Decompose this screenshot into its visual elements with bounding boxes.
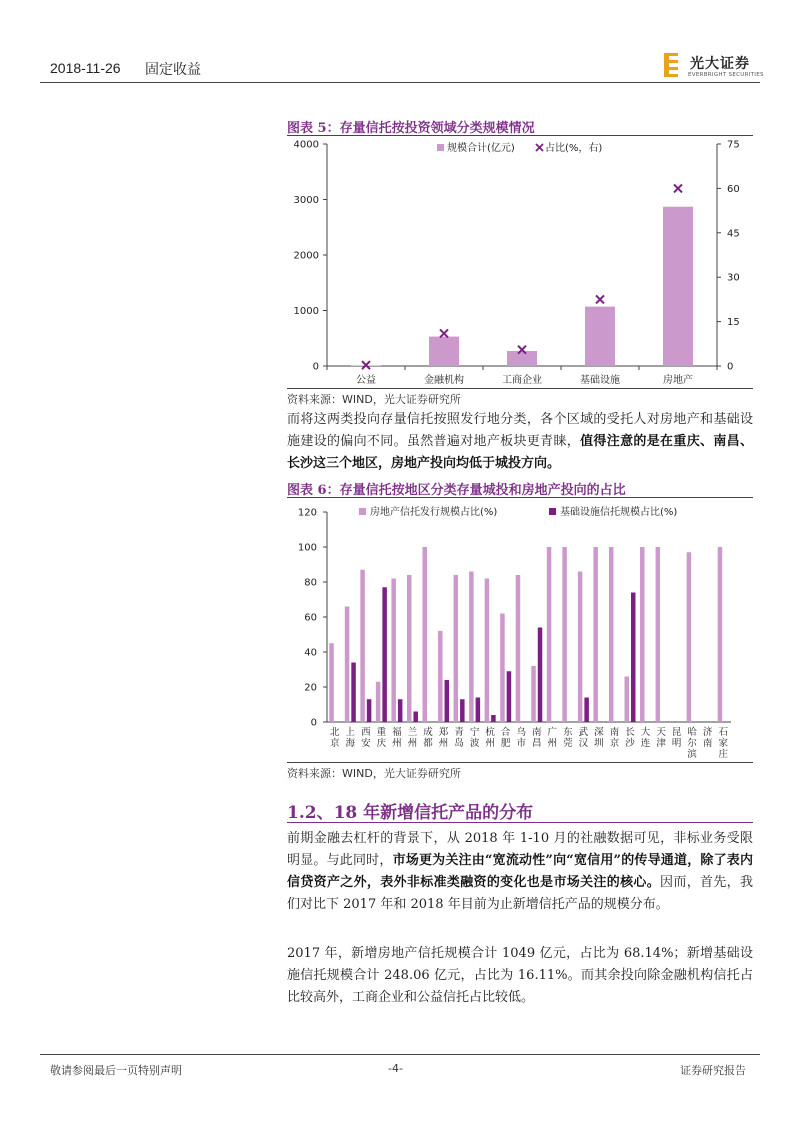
x-tick-label: 圳 xyxy=(594,738,604,749)
logo-icon xyxy=(664,53,684,77)
bar-realestate-19 xyxy=(609,547,614,722)
bar-realestate-11 xyxy=(485,579,490,723)
paragraph-2-text-a: 前期金融去杠杆的背景下，从 2018 年 1-10 月的社融数据可见，非标业务受限明显。与此同时， xyxy=(287,831,753,868)
x-tick-label: 滨 xyxy=(687,749,697,760)
x-tick-label: 重 xyxy=(376,727,387,738)
y-tick-label-right: 60 xyxy=(727,183,740,195)
legend-label-bar: 规模合计(亿元) xyxy=(447,143,515,154)
x-tick-label: 波 xyxy=(469,738,480,749)
x-tick-label: 南 xyxy=(702,738,713,749)
y-tick-label-left: 3000 xyxy=(293,195,319,206)
bar-realestate-10 xyxy=(469,572,474,723)
x-tick-label: 工商企业 xyxy=(502,375,542,386)
x-tick-label: 州 xyxy=(485,738,495,749)
y-tick-label: 100 xyxy=(297,542,317,554)
bar-realestate-24 xyxy=(687,552,692,722)
bar-infra-4 xyxy=(382,587,387,722)
report-section: 固定收益 xyxy=(145,62,201,78)
x-tick-label: 州 xyxy=(438,738,449,749)
bar-realestate-17 xyxy=(578,572,583,723)
x-tick-label: 庆 xyxy=(376,738,387,749)
bar-realestate-16 xyxy=(562,547,567,722)
x-tick-label: 北 xyxy=(330,727,340,738)
y-tick-label: 0 xyxy=(310,717,317,729)
bar-infra-14 xyxy=(538,628,543,723)
y-tick-label-left: 0 xyxy=(312,361,319,373)
x-tick-label: 成 xyxy=(423,727,433,738)
bar-infra-12 xyxy=(507,671,512,722)
section-title: 1.2、18 年新增信托产品的分布 xyxy=(287,803,534,823)
marker-share-4 xyxy=(596,295,604,303)
y-tick-label-right: 75 xyxy=(727,139,740,151)
y-tick-label-left: 1000 xyxy=(293,306,319,317)
x-tick-label: 广 xyxy=(547,727,558,738)
bar-realestate-2 xyxy=(345,607,350,723)
x-tick-label: 兰 xyxy=(407,727,418,738)
bar-realestate-15 xyxy=(547,547,552,722)
x-tick-label: 都 xyxy=(423,738,433,749)
marker-share-1 xyxy=(362,361,370,369)
bar-realestate-4 xyxy=(376,682,381,722)
x-tick-label: 长 xyxy=(625,727,635,738)
x-tick-label: 岛 xyxy=(454,738,464,749)
x-tick-label: 津 xyxy=(656,738,666,749)
x-tick-label: 基础设施 xyxy=(580,375,620,386)
x-tick-label: 南 xyxy=(609,727,620,738)
figure6-source: 资料来源：WIND，光大证券研究所 xyxy=(287,767,461,780)
y-tick-label-left: 2000 xyxy=(293,250,319,262)
x-tick-label: 州 xyxy=(547,738,558,749)
figure6-bottom-rule xyxy=(287,762,753,763)
x-tick-label: 明 xyxy=(671,738,682,749)
bar-scale-5 xyxy=(663,207,693,366)
figure5-source: 资料来源：WIND，光大证券研究所 xyxy=(287,393,461,406)
marker-share-5 xyxy=(674,184,682,192)
paragraph-1-text: 而将这两类投向存量信托按照发行地分类，各个区域的受托人对房地产和基础设施建设的偏向不同。虽然普遍对地产板块更青睐， xyxy=(287,412,753,449)
legend-swatch-infra xyxy=(549,508,556,515)
bar-scale-4 xyxy=(585,307,615,366)
x-tick-label: 杭 xyxy=(485,727,495,738)
legend-swatch-bar xyxy=(437,144,444,151)
bar-realestate-14 xyxy=(531,666,536,722)
bar-infra-17 xyxy=(584,698,589,723)
x-tick-label: 哈 xyxy=(687,727,697,738)
bar-realestate-22 xyxy=(656,547,661,722)
x-tick-label: 宁 xyxy=(469,727,480,738)
paragraph-1 xyxy=(287,409,753,475)
y-tick-label: 20 xyxy=(304,682,317,694)
x-tick-label: 郑 xyxy=(438,727,449,738)
bar-infra-8 xyxy=(445,680,450,722)
x-tick-label: 海 xyxy=(345,738,356,749)
bar-realestate-26 xyxy=(718,547,723,722)
legend-label-marker: 占比(%，右) xyxy=(545,143,603,154)
x-tick-label: 家 xyxy=(718,738,728,749)
page-number: -4- xyxy=(388,1062,403,1075)
bar-realestate-1 xyxy=(329,643,334,722)
y-tick-label: 60 xyxy=(304,612,317,624)
bar-realestate-18 xyxy=(593,547,598,722)
x-tick-label: 青 xyxy=(454,727,464,738)
y-tick-label-right: 45 xyxy=(727,228,740,240)
x-tick-label: 南 xyxy=(532,727,542,738)
bar-infra-2 xyxy=(351,663,356,723)
x-tick-label: 州 xyxy=(407,738,418,749)
bar-scale-2 xyxy=(429,337,459,366)
x-tick-label: 东 xyxy=(563,727,573,738)
x-tick-label: 福 xyxy=(392,727,402,738)
legend-swatch-marker xyxy=(536,144,543,151)
marker-share-2 xyxy=(440,329,448,337)
x-tick-label: 乌 xyxy=(516,727,526,738)
bar-infra-5 xyxy=(398,699,403,722)
y-tick-label: 80 xyxy=(304,577,317,589)
paragraph-2-text-b: 因而，首先，我们对比下 2017 年和 2018 年目前为止新增信托产品的规模分布。 xyxy=(287,875,753,912)
header-divider xyxy=(40,82,760,83)
x-tick-label: 房地产 xyxy=(663,375,693,386)
bar-realestate-5 xyxy=(391,579,396,723)
paragraph-3: 2017 年，新增房地产信托规模合计 1049 亿元，占比为 68.14%；新增基础设施信托规模合计 248.06 亿元，占比为 16.11%。而其余投向除金融机构信托占比较高外，工商企业和公益信托占比较低。 xyxy=(287,946,753,1005)
x-tick-label: 市 xyxy=(516,738,526,749)
x-tick-label: 上 xyxy=(345,727,356,738)
bar-realestate-9 xyxy=(454,575,459,722)
legend-swatch-realestate xyxy=(359,508,366,515)
x-tick-label: 庄 xyxy=(718,749,728,760)
bar-scale-3 xyxy=(507,351,537,366)
footer-divider xyxy=(40,1054,760,1055)
bar-infra-11 xyxy=(491,715,496,722)
x-tick-label: 安 xyxy=(361,738,371,749)
bar-realestate-7 xyxy=(423,547,428,722)
y-tick-label-right: 30 xyxy=(727,272,740,284)
y-tick-label-right: 15 xyxy=(727,317,740,329)
y-tick-label: 120 xyxy=(297,507,317,519)
y-tick-label-left: 4000 xyxy=(293,139,319,151)
footer-disclaimer: 敬请参阅最后一页特别声明 xyxy=(50,1064,182,1077)
bar-realestate-3 xyxy=(360,570,365,722)
x-tick-label: 沙 xyxy=(625,738,635,749)
x-tick-label: 石 xyxy=(718,727,728,738)
report-date: 2018-11-26 xyxy=(50,60,121,76)
y-tick-label: 40 xyxy=(304,647,317,659)
x-tick-label: 公益 xyxy=(356,375,376,386)
x-tick-label: 莞 xyxy=(563,738,573,749)
legend-label-realestate: 房地产信托发行规模占比(%) xyxy=(370,507,498,518)
x-tick-label: 武 xyxy=(578,727,589,738)
figure5-title: 图表 5：存量信托按投资领域分类规模情况 xyxy=(287,121,535,136)
bar-infra-9 xyxy=(460,699,465,722)
x-tick-label: 天 xyxy=(656,727,666,738)
footer-label: 证券研究报告 xyxy=(680,1064,746,1077)
logo-text: 光大证券 xyxy=(690,56,750,72)
bar-infra-10 xyxy=(476,698,481,723)
bar-infra-20 xyxy=(631,593,636,723)
bar-realestate-20 xyxy=(625,677,630,723)
bar-realestate-8 xyxy=(438,631,443,722)
x-tick-label: 合 xyxy=(500,727,511,738)
x-tick-label: 昌 xyxy=(532,738,542,749)
section-rule xyxy=(287,822,753,823)
figure5-bottom-rule xyxy=(287,388,753,389)
x-tick-label: 昆 xyxy=(671,727,682,738)
x-tick-label: 京 xyxy=(609,738,620,749)
bar-realestate-6 xyxy=(407,575,412,722)
x-tick-label: 汉 xyxy=(578,738,589,749)
x-tick-label: 州 xyxy=(392,738,402,749)
paragraph-1-bold: 值得注意的是在重庆、南昌、长沙这三个地区，房地产投向均低于城投方向。 xyxy=(287,434,753,471)
figure5-chart xyxy=(287,136,753,388)
y-tick-label-right: 0 xyxy=(727,361,734,373)
figure6-chart xyxy=(287,498,753,762)
x-tick-label: 京 xyxy=(330,738,340,749)
x-tick-label: 大 xyxy=(640,727,651,738)
bar-infra-3 xyxy=(367,699,372,722)
x-tick-label: 尔 xyxy=(687,738,697,749)
bar-realestate-13 xyxy=(516,575,521,722)
bar-realestate-21 xyxy=(640,547,645,722)
x-tick-label: 西 xyxy=(361,727,371,738)
x-tick-label: 深 xyxy=(594,727,604,738)
logo-subtext: EVERBRIGHT SECURITIES xyxy=(688,72,764,78)
bar-infra-6 xyxy=(413,712,418,723)
x-tick-label: 济 xyxy=(702,727,713,738)
figure6-title: 图表 6：存量信托按地区分类存量城投和房地产投向的占比 xyxy=(287,483,626,498)
x-tick-label: 肥 xyxy=(500,738,511,749)
paragraph-2-bold: 市场更为关注由“宽流动性”向“宽信用”的传导通道，除了表内信贷资产之外，表外非标准类融资的变化也是市场关注的核心。 xyxy=(287,853,753,890)
x-tick-label: 连 xyxy=(640,738,651,749)
bar-realestate-12 xyxy=(500,614,505,723)
x-tick-label: 金融机构 xyxy=(424,375,464,386)
legend-label-infra: 基础设施信托规模占比(%) xyxy=(560,507,678,518)
paragraph-2 xyxy=(287,828,753,916)
